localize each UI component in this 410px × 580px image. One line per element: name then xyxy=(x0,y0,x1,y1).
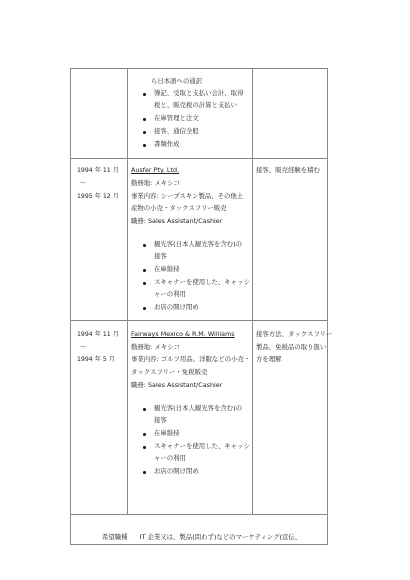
work-location: 勤務地: メキシコ xyxy=(131,179,180,187)
list-item: 在庫維持 xyxy=(154,428,180,440)
list-item: 在庫管理と注文 xyxy=(154,113,199,125)
list-item: 観光客(日本人観光客を含む)の xyxy=(154,239,242,251)
list-item-continuation: ャーの利用 xyxy=(154,290,186,298)
business-description-continuation: タックスフリー・免税販売 xyxy=(131,368,208,376)
list-item: 簿記、受取と支払い会計、取得 xyxy=(154,88,243,100)
row-note: 製品、免税品の取り扱い xyxy=(256,343,327,351)
business-description-continuation: 産物の小売・タックスフリー販売 xyxy=(131,204,227,212)
job-position: 職務: Sales Assistant/Cashier xyxy=(131,381,223,389)
list-item: スキャナーを使用した、キャッシ xyxy=(154,441,250,453)
desired-position-text: IT 企業又は、製品(問わず)などのマーケティング(宣伝、 xyxy=(139,533,302,541)
bullet-icon xyxy=(143,471,146,474)
row-divider xyxy=(70,514,327,515)
company-name: Fairways Mexico & R.M. Williams xyxy=(131,330,235,338)
bullet-icon xyxy=(143,244,146,247)
list-item-continuation: 接客 xyxy=(154,416,167,424)
bullet-icon xyxy=(143,118,146,121)
desired-position-line xyxy=(102,532,301,541)
date-start: 1994 年 11 月 xyxy=(77,167,119,174)
list-item-continuation: ャーの利用 xyxy=(154,454,186,462)
row-divider xyxy=(70,320,327,321)
bullet-icon xyxy=(143,269,146,272)
bullet-icon xyxy=(143,93,146,96)
bullet-icon xyxy=(143,446,146,449)
row-divider xyxy=(70,158,327,159)
date-end: 1994 年 5 月 xyxy=(77,356,115,363)
date-tilde: ～ xyxy=(80,180,87,187)
bullet-icon xyxy=(143,282,146,285)
row-note: 接客、販売経験を積む xyxy=(256,166,320,174)
bullet-icon xyxy=(143,131,146,134)
work-location: 勤務地: メキシコ xyxy=(131,343,180,351)
table-frame xyxy=(70,68,328,545)
date-tilde: ～ xyxy=(80,344,87,351)
job-position: 職務: Sales Assistant/Cashier xyxy=(131,217,223,225)
row-note: 方を理解 xyxy=(256,355,282,363)
business-description: 事業内容: ゴルフ用品、洋服などの小売・ xyxy=(131,355,251,363)
bullet-icon xyxy=(143,307,146,310)
list-item: 書類作成 xyxy=(154,139,180,151)
company-name: Ausfer Pty. Ltd. xyxy=(131,166,180,174)
list-item: お店の開け閉め xyxy=(154,466,199,478)
list-item: お店の開け閉め xyxy=(154,302,199,314)
list-item-continuation: 接客 xyxy=(154,252,167,260)
business-description: 事業内容: シープスキン製品、その他土 xyxy=(131,192,244,200)
column-divider-notes xyxy=(252,68,253,514)
date-start: 1994 年 11 月 xyxy=(77,331,119,338)
list-item: 観光客(日本人観光客を含む)の xyxy=(154,403,242,415)
list-item-continuation: 税と、販売税の計算と支払い xyxy=(154,101,238,109)
column-divider-date xyxy=(127,68,128,514)
list-item: 接客、通信全般 xyxy=(154,126,199,138)
bullet-icon xyxy=(143,144,146,147)
desired-position-label: 希望職種 xyxy=(102,533,128,541)
list-item: スキャナーを使用した、キャッシ xyxy=(154,277,250,289)
continued-line: ら日本語への通訳 xyxy=(151,77,203,85)
bullet-icon xyxy=(143,433,146,436)
date-end: 1995 年 12 月 xyxy=(77,193,119,200)
row-note: 接客方法、タックスフリー xyxy=(256,330,333,338)
bullet-icon xyxy=(143,408,146,411)
list-item: 在庫維持 xyxy=(154,264,180,276)
